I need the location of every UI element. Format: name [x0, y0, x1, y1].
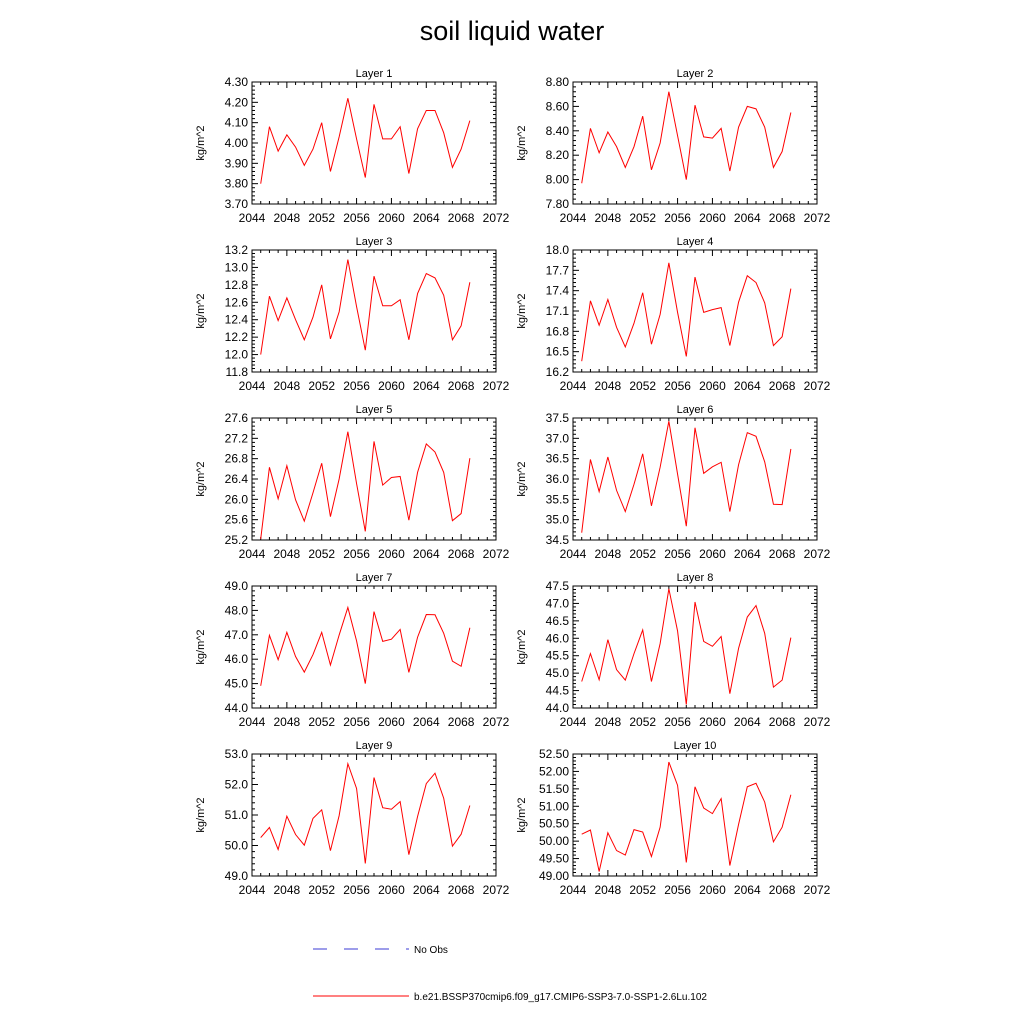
x-tick-label: 2072	[803, 379, 831, 393]
x-tick-label: 2052	[308, 211, 336, 225]
y-tick-label: 37.5	[545, 411, 569, 425]
x-tick-label: 2060	[378, 211, 405, 225]
x-tick-label: 2072	[482, 547, 510, 561]
x-tick-label: 2060	[699, 715, 726, 729]
y-tick-label: 49.50	[538, 851, 569, 866]
y-tick-label: 16.8	[545, 324, 569, 339]
x-tick-label: 2072	[803, 547, 831, 561]
x-tick-label: 2068	[447, 883, 475, 897]
x-tick-label: 2064	[733, 715, 761, 729]
x-tick-label: 2060	[699, 211, 726, 225]
y-axis-label: kg/m^2	[195, 461, 207, 497]
y-axis-label: kg/m^2	[195, 125, 207, 161]
y-tick-label: 44.0	[224, 701, 248, 715]
y-tick-label: 27.2	[224, 431, 248, 446]
x-tick-label: 2044	[238, 715, 266, 729]
y-tick-label: 18.0	[545, 243, 569, 257]
x-tick-label: 2056	[343, 211, 370, 225]
x-tick-label: 2064	[733, 379, 761, 393]
y-tick-label: 26.4	[224, 472, 248, 486]
y-tick-label: 47.5	[545, 579, 569, 593]
figure-title: soil liquid water	[419, 16, 605, 46]
panel-title: Layer 5	[355, 404, 393, 416]
y-tick-label: 49.0	[224, 869, 248, 883]
x-tick-label: 2060	[378, 883, 405, 897]
x-tick-label: 2056	[664, 883, 691, 897]
y-axis-label: kg/m^2	[195, 629, 207, 665]
y-tick-label: 36.5	[545, 451, 569, 466]
x-tick-label: 2048	[594, 211, 622, 225]
x-tick-label: 2048	[273, 547, 301, 561]
panel-title: Layer 10	[673, 740, 717, 752]
y-tick-label: 26.0	[224, 492, 248, 507]
x-tick-label: 2052	[629, 211, 657, 225]
y-tick-label: 26.8	[224, 451, 248, 466]
panel-title: Layer 1	[355, 68, 393, 80]
y-tick-label: 12.4	[224, 312, 248, 327]
y-tick-label: 52.00	[538, 764, 569, 779]
x-tick-label: 2064	[412, 715, 440, 729]
x-tick-label: 2060	[699, 883, 726, 897]
y-tick-label: 25.2	[224, 533, 248, 547]
y-tick-label: 12.0	[224, 347, 248, 362]
y-tick-label: 3.80	[224, 176, 248, 191]
y-tick-label: 51.50	[538, 781, 569, 796]
x-tick-label: 2052	[308, 883, 336, 897]
y-axis-label: kg/m^2	[516, 293, 528, 329]
x-tick-label: 2056	[664, 547, 691, 561]
y-tick-label: 34.5	[545, 533, 569, 547]
y-axis-label: kg/m^2	[195, 293, 207, 329]
y-tick-label: 7.80	[545, 197, 569, 211]
x-tick-label: 2052	[308, 715, 336, 729]
x-tick-label: 2048	[273, 379, 301, 393]
y-tick-label: 50.0	[224, 838, 248, 853]
x-tick-label: 2060	[378, 715, 405, 729]
x-tick-label: 2052	[629, 883, 657, 897]
y-tick-label: 8.00	[545, 172, 569, 187]
x-tick-label: 2072	[482, 883, 510, 897]
y-tick-label: 4.00	[224, 136, 248, 150]
x-tick-label: 2048	[273, 883, 301, 897]
y-tick-label: 35.5	[545, 492, 569, 507]
x-tick-label: 2068	[447, 211, 475, 225]
y-tick-label: 51.0	[224, 808, 248, 822]
y-tick-label: 47.0	[545, 596, 569, 611]
panel-title: Layer 3	[355, 236, 393, 248]
y-tick-label: 49.00	[538, 869, 569, 883]
y-tick-label: 46.0	[545, 631, 569, 646]
x-tick-label: 2056	[343, 379, 370, 393]
y-tick-label: 13.0	[224, 260, 248, 275]
panel-title: Layer 7	[355, 572, 393, 584]
x-tick-label: 2060	[378, 379, 405, 393]
x-tick-label: 2048	[273, 715, 301, 729]
x-tick-label: 2064	[412, 547, 440, 561]
x-tick-label: 2052	[308, 547, 336, 561]
x-tick-label: 2064	[733, 211, 761, 225]
x-tick-label: 2044	[559, 547, 587, 561]
y-tick-label: 44.5	[545, 683, 569, 698]
y-tick-label: 17.4	[545, 283, 569, 298]
y-tick-label: 51.00	[538, 799, 569, 814]
panel-title: Layer 8	[676, 572, 714, 584]
legend-obs-label: No Obs	[414, 945, 448, 956]
x-tick-label: 2056	[343, 715, 370, 729]
y-tick-label: 17.1	[545, 304, 569, 318]
y-tick-label: 50.50	[538, 816, 569, 831]
x-tick-label: 2068	[768, 547, 796, 561]
x-tick-label: 2044	[238, 379, 266, 393]
y-tick-label: 12.6	[224, 295, 248, 310]
panel-title: Layer 6	[676, 404, 714, 416]
panel-title: Layer 9	[355, 740, 393, 752]
panel-title: Layer 2	[676, 68, 714, 80]
legend-model-label: b.e21.BSSP370cmip6.f09_g17.CMIP6-SSP3-7.0-SSP1-2.6Lu.102	[414, 992, 707, 1003]
x-tick-label: 2048	[273, 211, 301, 225]
x-tick-label: 2048	[594, 883, 622, 897]
y-tick-label: 37.0	[545, 431, 569, 446]
y-tick-label: 48.0	[224, 603, 248, 618]
panel-title: Layer 4	[676, 236, 714, 248]
y-axis-label: kg/m^2	[195, 797, 207, 833]
x-tick-label: 2068	[768, 715, 796, 729]
x-tick-label: 2048	[594, 715, 622, 729]
y-tick-label: 44.0	[545, 701, 569, 715]
x-tick-label: 2052	[629, 379, 657, 393]
y-tick-label: 52.0	[224, 777, 248, 792]
y-tick-label: 35.0	[545, 512, 569, 527]
x-tick-label: 2044	[238, 883, 266, 897]
x-tick-label: 2052	[308, 379, 336, 393]
x-tick-label: 2060	[378, 547, 405, 561]
x-tick-label: 2044	[238, 211, 266, 225]
x-tick-label: 2072	[803, 883, 831, 897]
x-tick-label: 2068	[768, 211, 796, 225]
x-tick-label: 2064	[733, 547, 761, 561]
x-tick-label: 2056	[664, 715, 691, 729]
x-tick-label: 2044	[559, 715, 587, 729]
y-tick-label: 11.8	[225, 365, 248, 379]
y-tick-label: 16.2	[545, 365, 569, 379]
x-tick-label: 2044	[559, 211, 587, 225]
y-axis-label: kg/m^2	[516, 797, 528, 833]
x-tick-label: 2064	[412, 379, 440, 393]
y-tick-label: 8.80	[545, 75, 569, 89]
x-tick-label: 2060	[699, 547, 726, 561]
y-tick-label: 45.5	[545, 648, 569, 663]
x-tick-label: 2072	[482, 379, 510, 393]
x-tick-label: 2056	[343, 547, 370, 561]
y-tick-label: 46.5	[545, 613, 569, 628]
y-tick-label: 4.10	[224, 115, 248, 130]
x-tick-label: 2044	[559, 379, 587, 393]
x-tick-label: 2068	[447, 715, 475, 729]
x-tick-label: 2068	[447, 379, 475, 393]
x-tick-label: 2048	[594, 379, 622, 393]
x-tick-label: 2068	[447, 547, 475, 561]
y-axis-label: kg/m^2	[516, 125, 528, 161]
y-tick-label: 8.60	[545, 99, 569, 114]
y-axis-label: kg/m^2	[516, 629, 528, 665]
y-tick-label: 8.40	[545, 123, 569, 138]
y-tick-label: 13.2	[224, 243, 248, 257]
y-tick-label: 17.7	[545, 263, 569, 278]
y-tick-label: 3.70	[224, 197, 248, 211]
x-tick-label: 2056	[664, 379, 691, 393]
y-axis-label: kg/m^2	[516, 461, 528, 497]
y-tick-label: 3.90	[224, 156, 248, 171]
y-tick-label: 27.6	[224, 411, 248, 425]
x-tick-label: 2072	[803, 715, 831, 729]
y-tick-label: 16.5	[545, 344, 569, 359]
y-tick-label: 4.30	[224, 75, 248, 89]
y-tick-label: 36.0	[545, 472, 569, 486]
x-tick-label: 2056	[664, 211, 691, 225]
x-tick-label: 2052	[629, 715, 657, 729]
x-tick-label: 2064	[412, 883, 440, 897]
y-tick-label: 53.0	[224, 747, 248, 761]
x-tick-label: 2064	[733, 883, 761, 897]
y-tick-label: 50.00	[538, 834, 569, 849]
x-tick-label: 2064	[412, 211, 440, 225]
x-tick-label: 2048	[594, 547, 622, 561]
x-tick-label: 2060	[699, 379, 726, 393]
x-tick-label: 2068	[768, 379, 796, 393]
y-tick-label: 4.20	[224, 95, 248, 110]
y-tick-label: 46.0	[224, 652, 248, 667]
y-tick-label: 45.0	[224, 676, 248, 691]
y-tick-label: 47.0	[224, 627, 248, 642]
x-tick-label: 2056	[343, 883, 370, 897]
y-tick-label: 12.8	[224, 277, 248, 292]
y-tick-label: 12.2	[224, 330, 248, 345]
y-tick-label: 49.0	[224, 579, 248, 593]
y-tick-label: 8.20	[545, 148, 569, 163]
x-tick-label: 2044	[559, 883, 587, 897]
x-tick-label: 2072	[482, 211, 510, 225]
x-tick-label: 2052	[629, 547, 657, 561]
y-tick-label: 52.50	[538, 747, 569, 761]
y-tick-label: 45.0	[545, 666, 569, 681]
x-tick-label: 2044	[238, 547, 266, 561]
x-tick-label: 2072	[482, 715, 510, 729]
x-tick-label: 2068	[768, 883, 796, 897]
x-tick-label: 2072	[803, 211, 831, 225]
y-tick-label: 25.6	[224, 512, 248, 527]
